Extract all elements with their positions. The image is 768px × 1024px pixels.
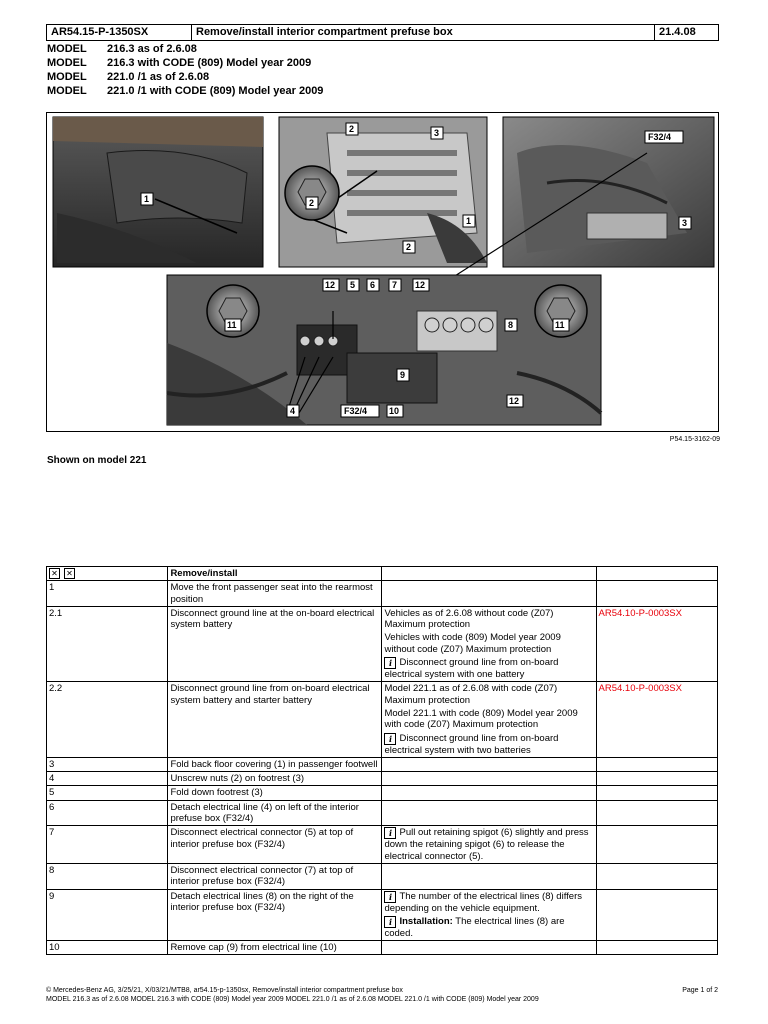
note-text: The number of the electrical lines (8) differs depending on the vehicle equipment. bbox=[384, 890, 583, 914]
table-row bbox=[47, 786, 718, 800]
step-action: Fold back floor covering (1) in passenger footwell bbox=[168, 757, 382, 771]
step-number: 8 bbox=[47, 863, 168, 889]
step-note bbox=[384, 657, 593, 680]
step-note bbox=[384, 891, 593, 914]
table-row bbox=[47, 826, 718, 864]
step-number: 6 bbox=[47, 800, 168, 826]
callout-label: 8 bbox=[508, 320, 514, 330]
info-icon: i bbox=[384, 916, 396, 928]
collapse-icon[interactable]: ✕ bbox=[64, 568, 75, 579]
footer-models: MODEL 216.3 as of 2.6.08 MODEL 216.3 with CODE (809) Model year 2009 MODEL 221.0 /1 as of 2.6.08 MODEL 221.0 /1 with CODE (809) Model year 2009 bbox=[46, 996, 539, 1003]
model-row: MODEL 221.0 /1 as of 2.6.08 bbox=[47, 71, 210, 83]
expand-icon[interactable]: ✕ bbox=[49, 568, 60, 579]
step-notes bbox=[382, 682, 596, 757]
callout-label: 2 bbox=[309, 198, 315, 208]
step-note bbox=[384, 632, 593, 655]
figure-illustration bbox=[47, 113, 720, 433]
info-icon: i bbox=[384, 891, 396, 903]
callout-label: F32/4 bbox=[344, 406, 368, 416]
step-notes bbox=[382, 863, 596, 889]
step-action: Disconnect electrical connector (5) at top of interior prefuse box (F32/4) bbox=[168, 826, 382, 864]
step-number: 7 bbox=[47, 826, 168, 864]
step-number: 10 bbox=[47, 941, 168, 955]
step-notes bbox=[382, 941, 596, 955]
callout-label: 7 bbox=[392, 280, 398, 290]
procedure-table bbox=[46, 566, 718, 955]
info-icon: i bbox=[384, 827, 396, 839]
note-text: Vehicles with code (809) Model year 2009 without code (Z07) Maximum protection bbox=[384, 632, 561, 655]
info-icon: i bbox=[384, 657, 396, 669]
step-number: 2.2 bbox=[47, 682, 168, 757]
step-number: 1 bbox=[47, 581, 168, 607]
page-footer bbox=[46, 986, 726, 1004]
step-notes bbox=[382, 772, 596, 786]
note-emphasis: Installation: bbox=[399, 915, 453, 927]
note-text: Disconnect ground line from on-board electrical system with one battery bbox=[384, 657, 559, 681]
note-text: The electrical lines (8) are coded. bbox=[384, 915, 565, 939]
step-number: 9 bbox=[47, 889, 168, 941]
document-reference-link[interactable]: AR54.10-P-0003SX bbox=[598, 683, 682, 695]
step-notes bbox=[382, 889, 596, 941]
info-icon: i bbox=[384, 733, 396, 745]
table-row bbox=[47, 941, 718, 955]
photo-prefuse-box bbox=[167, 275, 601, 425]
step-action: Detach electrical line (4) on left of the interior prefuse box (F32/4) bbox=[168, 800, 382, 826]
step-number: 5 bbox=[47, 786, 168, 800]
callout-label: 3 bbox=[434, 128, 440, 138]
step-notes bbox=[382, 606, 596, 681]
step-note bbox=[384, 608, 593, 631]
callout-label: 6 bbox=[370, 280, 376, 290]
step-action: Disconnect ground line at the on-board electrical system battery bbox=[168, 606, 382, 681]
step-note bbox=[384, 708, 593, 731]
document-reference-link[interactable]: AR54.10-P-0003SX bbox=[598, 607, 682, 619]
step-action: Remove cap (9) from electrical line (10) bbox=[168, 941, 382, 955]
callout-label: 5 bbox=[350, 280, 356, 290]
callout-label: 11 bbox=[227, 320, 237, 330]
note-text: Model 221.1 as of 2.6.08 with code (Z07) Maximum protection bbox=[384, 683, 558, 706]
model-row: MODEL 216.3 with CODE (809) Model year 2009 bbox=[47, 57, 312, 69]
table-row bbox=[47, 581, 718, 607]
step-notes bbox=[382, 786, 596, 800]
document-title: Remove/install interior compartment prefuse box bbox=[192, 25, 655, 41]
callout-label: 4 bbox=[290, 406, 296, 416]
callout-label: 12 bbox=[325, 280, 336, 290]
component-figure bbox=[46, 112, 719, 432]
page-number: Page 1 of 2 bbox=[682, 987, 718, 994]
footer-copyright: © Mercedes-Benz AG, 3/25/21, X/03/21/MTB8, ar54.15-p-1350sx, Remove/install interior compartment prefuse box bbox=[46, 987, 403, 994]
table-row bbox=[47, 606, 718, 681]
callout-label: 2 bbox=[406, 242, 412, 252]
model-row: MODEL 216.3 as of 2.6.08 bbox=[47, 43, 197, 55]
callout-label: 9 bbox=[400, 370, 406, 380]
step-number: 3 bbox=[47, 757, 168, 771]
table-row bbox=[47, 889, 718, 941]
step-note bbox=[384, 827, 593, 862]
model-list bbox=[47, 42, 323, 98]
step-number: 4 bbox=[47, 772, 168, 786]
callout-label: 2 bbox=[349, 124, 355, 134]
step-number: 2.1 bbox=[47, 606, 168, 681]
step-notes bbox=[382, 757, 596, 771]
expand-collapse-icons[interactable] bbox=[49, 568, 75, 579]
step-action: Move the front passenger seat into the rearmost position bbox=[168, 581, 382, 607]
document-date: 21.4.08 bbox=[655, 25, 719, 41]
shown-on-caption: Shown on model 221 bbox=[47, 455, 147, 466]
callout-label: 10 bbox=[389, 406, 400, 416]
table-header-label: Remove/install bbox=[168, 567, 382, 581]
callout-label: 12 bbox=[415, 280, 426, 290]
callout-label: 11 bbox=[555, 320, 565, 330]
table-row bbox=[47, 772, 718, 786]
table-row bbox=[47, 800, 718, 826]
step-action: Unscrew nuts (2) on footrest (3) bbox=[168, 772, 382, 786]
model-row: MODEL 221.0 /1 with CODE (809) Model year 2009 bbox=[47, 85, 324, 97]
step-notes bbox=[382, 800, 596, 826]
callout-label: 3 bbox=[682, 218, 688, 228]
step-notes bbox=[382, 581, 596, 607]
callout-label: F32/4 bbox=[648, 132, 672, 142]
table-row bbox=[47, 757, 718, 771]
photo-footrest bbox=[279, 117, 487, 267]
step-action: Fold down footrest (3) bbox=[168, 786, 382, 800]
note-text: Disconnect ground line from on-board electrical system with two batteries bbox=[384, 732, 559, 756]
photo-reference: P54.15-3162-09 bbox=[669, 436, 720, 443]
step-note bbox=[384, 683, 593, 706]
step-action: Detach electrical lines (8) on the right of the interior prefuse box (F32/4) bbox=[168, 889, 382, 941]
step-notes bbox=[382, 826, 596, 864]
step-action: Disconnect ground line from on-board electrical system battery and starter battery bbox=[168, 682, 382, 757]
note-text: Model 221.1 with code (809) Model year 2009 with code (Z07) Maximum protection bbox=[384, 707, 578, 731]
step-action: Disconnect electrical connector (7) at top of interior prefuse box (F32/4) bbox=[168, 863, 382, 889]
note-text: Vehicles as of 2.6.08 without code (Z07) Maximum protection bbox=[384, 607, 554, 631]
callout-label: 12 bbox=[509, 396, 520, 406]
document-id: AR54.15-P-1350SX bbox=[47, 25, 192, 41]
photo-footwell bbox=[53, 117, 263, 267]
document-header bbox=[46, 24, 719, 41]
callout-label: 1 bbox=[144, 194, 150, 204]
table-row bbox=[47, 863, 718, 889]
callout-label: 1 bbox=[466, 216, 472, 226]
step-note bbox=[384, 733, 593, 756]
note-text: Pull out retaining spigot (6) slightly and press down the retaining spigot (6) to release the electrical connector (5). bbox=[384, 827, 589, 862]
table-row bbox=[47, 682, 718, 757]
table-header-row bbox=[47, 567, 718, 581]
step-note bbox=[384, 916, 593, 939]
